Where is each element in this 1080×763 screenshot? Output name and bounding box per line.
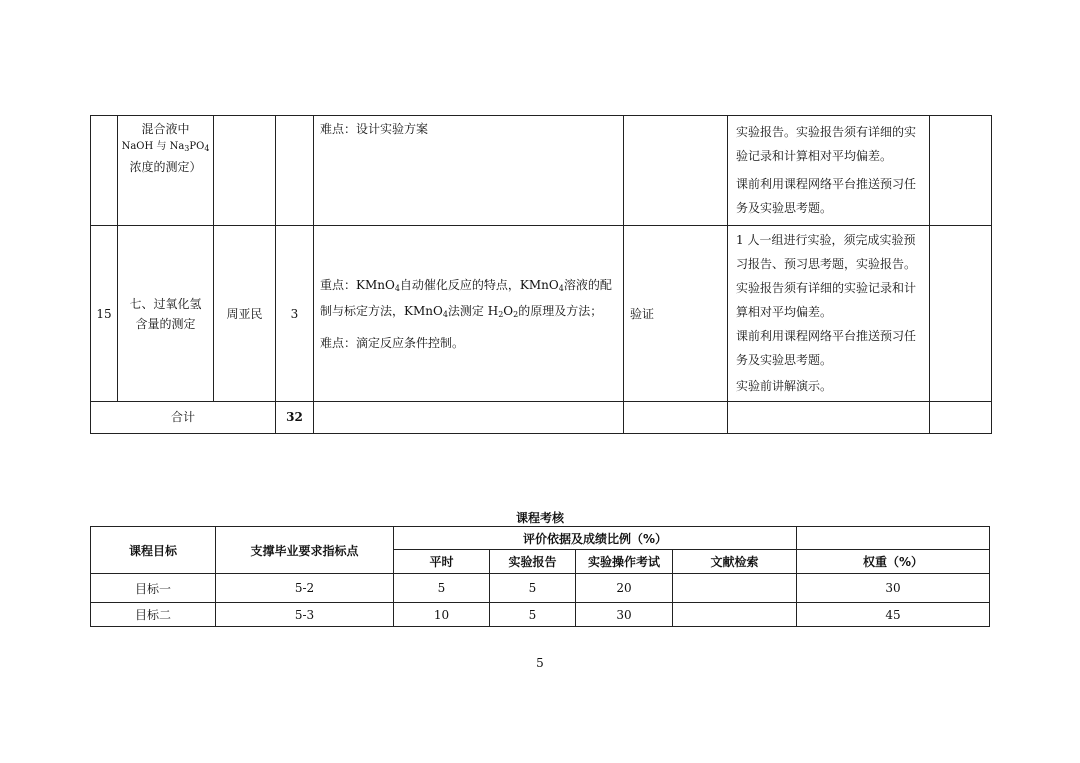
empty-cell xyxy=(624,402,728,434)
table-row xyxy=(91,574,990,603)
type-cell xyxy=(624,116,728,226)
hours-cell: 3 xyxy=(276,226,314,402)
total-hours: 32 xyxy=(276,402,314,434)
experiment-name-cell xyxy=(118,116,214,226)
focus-text: 重点：KMnO$_4$自动催化反应的特点，KMnO$_4$溶液的配制与标定方法，KMnO$_4$法测定 $H_2O_2$的原理及方法； xyxy=(320,277,612,319)
weight-cell: 45 xyxy=(797,603,990,627)
teacher-cell: 周亚民 xyxy=(214,226,276,402)
experiment-name-cell: 七、过氧化氢含量的测定 xyxy=(118,226,214,402)
weight-header: 权重（%） xyxy=(797,550,990,574)
key-points-cell xyxy=(314,116,624,226)
hours-cell xyxy=(276,116,314,226)
support-cell: 5-2 xyxy=(216,574,394,603)
assessment-table xyxy=(90,526,990,627)
literature-cell xyxy=(673,603,797,627)
header-row xyxy=(91,527,990,550)
assessment-title: 课程考核 xyxy=(515,511,564,525)
report-cell: 5 xyxy=(490,574,576,603)
extra-cell xyxy=(930,226,992,402)
table-row xyxy=(91,603,990,627)
empty-cell xyxy=(314,402,624,434)
report-header: 实验报告 xyxy=(490,550,576,574)
index-cell: 15 xyxy=(91,226,118,402)
literature-cell xyxy=(673,574,797,603)
notes-text: 课前利用课程网络平台推送预习任务及实验思考题。 xyxy=(736,329,917,367)
report-cell: 5 xyxy=(490,603,576,627)
type-cell: 验证 xyxy=(624,226,728,402)
notes-text: 课前利用课程网络平台推送预习任务及实验思考题。 xyxy=(736,177,917,215)
name-line: 浓度的测定） xyxy=(129,160,202,174)
regular-cell: 10 xyxy=(394,603,490,627)
experiment-table xyxy=(90,115,992,434)
regular-cell: 5 xyxy=(394,574,490,603)
difficulty-text: 难点：滴定反应条件控制。 xyxy=(320,335,465,350)
notes-text: 实验前讲解演示。 xyxy=(736,379,833,393)
empty-cell xyxy=(930,402,992,434)
exam-cell: 20 xyxy=(576,574,673,603)
notes-text: 1 人一组进行实验，须完成实验预习报告、预习思考题，实验报告。实验报告须有详细的实验记录和计算相对平均偏差。 xyxy=(736,233,917,319)
notes-text: 实验报告。实验报告须有详细的实验记录和计算相对平均偏差。 xyxy=(736,125,917,163)
name-line: NaOH 与 $Na_3PO_4$ xyxy=(121,141,210,153)
support-cell: 5-3 xyxy=(216,603,394,627)
weight-header-top xyxy=(797,527,990,550)
page-number: 5 xyxy=(536,656,544,670)
notes-cell xyxy=(728,226,930,402)
literature-header: 文献检索 xyxy=(673,550,797,574)
index-cell xyxy=(91,116,118,226)
empty-cell xyxy=(728,402,930,434)
table-row xyxy=(91,226,992,402)
goal-cell: 目标二 xyxy=(91,603,216,627)
total-label: 合计 xyxy=(91,402,276,434)
basis-header: 评价依据及成绩比例（%） xyxy=(394,527,797,550)
total-row xyxy=(91,402,992,434)
extra-cell xyxy=(930,116,992,226)
regular-header: 平时 xyxy=(394,550,490,574)
goal-cell: 目标一 xyxy=(91,574,216,603)
name-line: 混合液中 xyxy=(141,122,190,136)
notes-cell xyxy=(728,116,930,226)
table-row xyxy=(91,116,992,226)
exam-header: 实验操作考试 xyxy=(576,550,673,574)
difficulty-text: 难点：设计实验方案 xyxy=(320,122,429,136)
key-points-cell xyxy=(314,226,624,402)
goal-header: 课程目标 xyxy=(91,527,216,574)
weight-cell: 30 xyxy=(797,574,990,603)
support-header: 支撑毕业要求指标点 xyxy=(216,527,394,574)
exam-cell: 30 xyxy=(576,603,673,627)
teacher-cell xyxy=(214,116,276,226)
